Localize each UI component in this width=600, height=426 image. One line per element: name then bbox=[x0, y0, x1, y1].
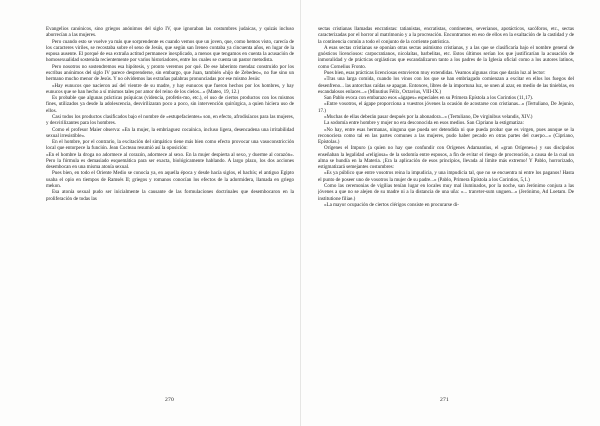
quotation: «Entre vosotros, el ágape proporciona a vuestros jóvenes la ocasión de acostarse con cristianas...» (Tertuliano, De Jejunio, 17.) bbox=[318, 101, 574, 114]
paragraph: Pues bien, en todo el Oriente Medio se conocía ya, en aquella época y desde hacía siglos, el hachís; el antiguo Egipto usaba el opio en tiempos de Ramsés II; griegos y romanos conocían los efectos de la adormidera, llamada en griego mekon. bbox=[46, 170, 294, 190]
paragraph: A esas sectas cristianas se oponían otras sectas asimismo cristianas, y a las que se clasificaría bajo el nombre general de gnósticos licenciosos: carpocratianos, nicolaítas, barbelitas, etc. Estos últimos serían los que justificarían la acusación de inmoralidad y de prácticas orgiásticas que escandalizaron tanto a los padres de la Iglesia oficial como a los autores latinos, como Cornelius Fronto. bbox=[318, 44, 574, 70]
paragraph: sectas cristianas llamadas encratistas: tatianistas, encratistas, continentes, severianos, apotácticos, sacóforos, etc., sectas caracterizadas por el horror al matrimonio y a la procreación. Encontramos en eso de ellos en la exaltación de la castidad y de la continencia común a todo el conjunto de la corriente patrística. bbox=[318, 26, 574, 45]
paragraph: San Pablo evoca con embarazo esos «ágapes» especiales en su Primera Epístola a los Corintios (11,17). bbox=[324, 95, 534, 102]
left-page bbox=[46, 26, 294, 394]
paragraph: Casi todos los productos clasificados bajo el nombre de «estupefacientes» son, en efecto, afrodisíacos para las mujeres, y desvirilizantes para los hombres. bbox=[46, 113, 294, 127]
page-number-right: 271 bbox=[440, 397, 449, 403]
paragraph: Como las ceremonias de vigilias tenían lugar en locales muy mal iluminados, por la noche, san Jerónimo conjura a las jóvenes a que no se alejen de su madre ni a la distancia de una uña: «... tranvter-sum unguen...» (Jerónimo, Ad Loetam. De institutione filiae.) bbox=[318, 183, 574, 202]
quotation: «En el hombre la droga no adormece al corazón, adormece al sexo. En la mujer despierta al sexo, y duerme al corazón». Pero la fórmula es demasiado esquemática para ser exacta, biológicamente hablando. A largo plazo, los dos acciones desembocan en una misma atonía sexual. bbox=[46, 151, 294, 171]
paragraph: Pero nosotros no sostendremos esa hipótesis, y pronto veremos por qué. De ese laberinto mendaz construido por los escribas anónimos del siglo IV parece desprenderse, sin embargo, que Juan, también «hijo de Zebedeo», no fue sino un hermano mucho menor de Jesús. Y no olvidemos las extrañas palabras pronunciadas por ese mismo Jesús: bbox=[46, 63, 294, 83]
paragraph: Orígenes el Impuro (a quien no hay que confundir con Orígenes Adamantius, el «gran Orígenes») y sus discípulos enseñaban la legalidad «religiosa» de la sodomía entre esposos, a fin de evitar el riesgo de procreación, a causa de la cual un alma se hundía en la Materia. ¡Era la aplicación de esos principios, llevada al límite más extremo! Y Pablo, horrorizado, estigmatizará semejantes costumbres: bbox=[318, 145, 574, 171]
quotation: «Tras una larga comida, cuando los vinos con los que se han embriagado comienzan a excitar en ellos los fuegos del desenfreno... las antorchas caídas se apagan. Entonces, libres de la importuna luz, se unen al azar, en medio de las tinieblas, en escandalosos enlaces...» (Minutius Félix, Octavius, VIII-IX.) bbox=[318, 76, 574, 95]
quotation: «No hay, entre esas hermanas, ninguna que pueda ser detendida ni que pueda probar que es virgen, pues aunque se la reconociera como tal en las partes comunes a las mujeres, pudo haber pecado en otras partes del cuerpo...» (Cipriano, Epístolas.) bbox=[318, 126, 574, 146]
paragraph: Evangelios canónicos, sino griegos anónimos del siglo IV, que ignoraban las costumbres judaicas, y quizás incluso aborrecían a las mujeres. bbox=[46, 26, 294, 39]
book-gutter bbox=[300, 0, 301, 426]
quotation: «Hay eunucos que nacieron así del vientre de su madre, y hay eunucos que fueron hechos por los hombres, y hay eunucos que se han hecho a sí mismos tales por amor del reino de los cielos...» (Mateo, 19, 12.) bbox=[46, 82, 294, 95]
quotation: «Muchas de ellas deberán pasar después por la abonadora...» (Tertuliano, De virginibus velandis, XIV.) bbox=[324, 113, 533, 120]
quotation: «Es ya público que entre vosotros reina la impudicia, y una impudicia tal, que no se encuentra ni entre los paganos! Hasta el punto de poseer uno de vosotros la mujer de su padre...» (Pablo, Primera Epístola a los Corintios, 5,1.) bbox=[318, 170, 574, 183]
paragraph: En el hombre, por el contrario, la excitación del simpático tiene más bien como efecto provocar una vasoconstricción local que entorpece la función. Jean Cocteau resumió así la oposición: bbox=[46, 139, 294, 152]
paragraph: Es probable que algunas prácticas psíquicas (videncia, profetis-mo, etc.), el uso de ciertos productos con los mismos fines, utilizados ya desde la adolescencia, desvirilizaran poco a poco, sin intervención quirúrgica, a quien hiciera uso de ellos. bbox=[46, 95, 294, 114]
right-page bbox=[318, 26, 574, 394]
paragraph: Pero cuando esto se vuelve ya más que sorprendente es cuando vemos que un joven, que, como hemos visto, carecía de los caracteres viriles, se recostaba sobre el seno de Jesús, que según san Ireneo contaba ya cincuenta años, en lugar de la esposa ausente. El porqué de esa extraña actitud permanece inexplicado, a menos que tengamos en cuenta la acusación de homosexualidad sostenida recientemente por varios historiadores, entre los cuales se cuenta un pastor metodista. bbox=[46, 38, 294, 64]
page-number-left: 270 bbox=[165, 397, 174, 403]
quotation: «La mayor ocupación de ciertos clérigos consiste en procurarse di- bbox=[324, 201, 459, 208]
paragraph: La sodomía entre hombre y mujer no era desconocida en esos medios. San Cipriano la estigmatiza: bbox=[324, 120, 524, 127]
paragraph: Pues bien, esas prácticas licenciosas estuvieron muy extendidas. Veamos algunas citas que darán luz al lector: bbox=[324, 69, 546, 76]
paragraph: Esa atonía sexual pudo ser inicialmente la causante de las formulaciones doctrinales que desembocaron en la proliferación de todas las bbox=[46, 189, 294, 202]
paragraph: Como el profesor Maier observa: «En la mujer, la embriaguez cocaínica, incluso ligera, desencadena una irritabilidad sexual irresistible». bbox=[46, 126, 294, 139]
